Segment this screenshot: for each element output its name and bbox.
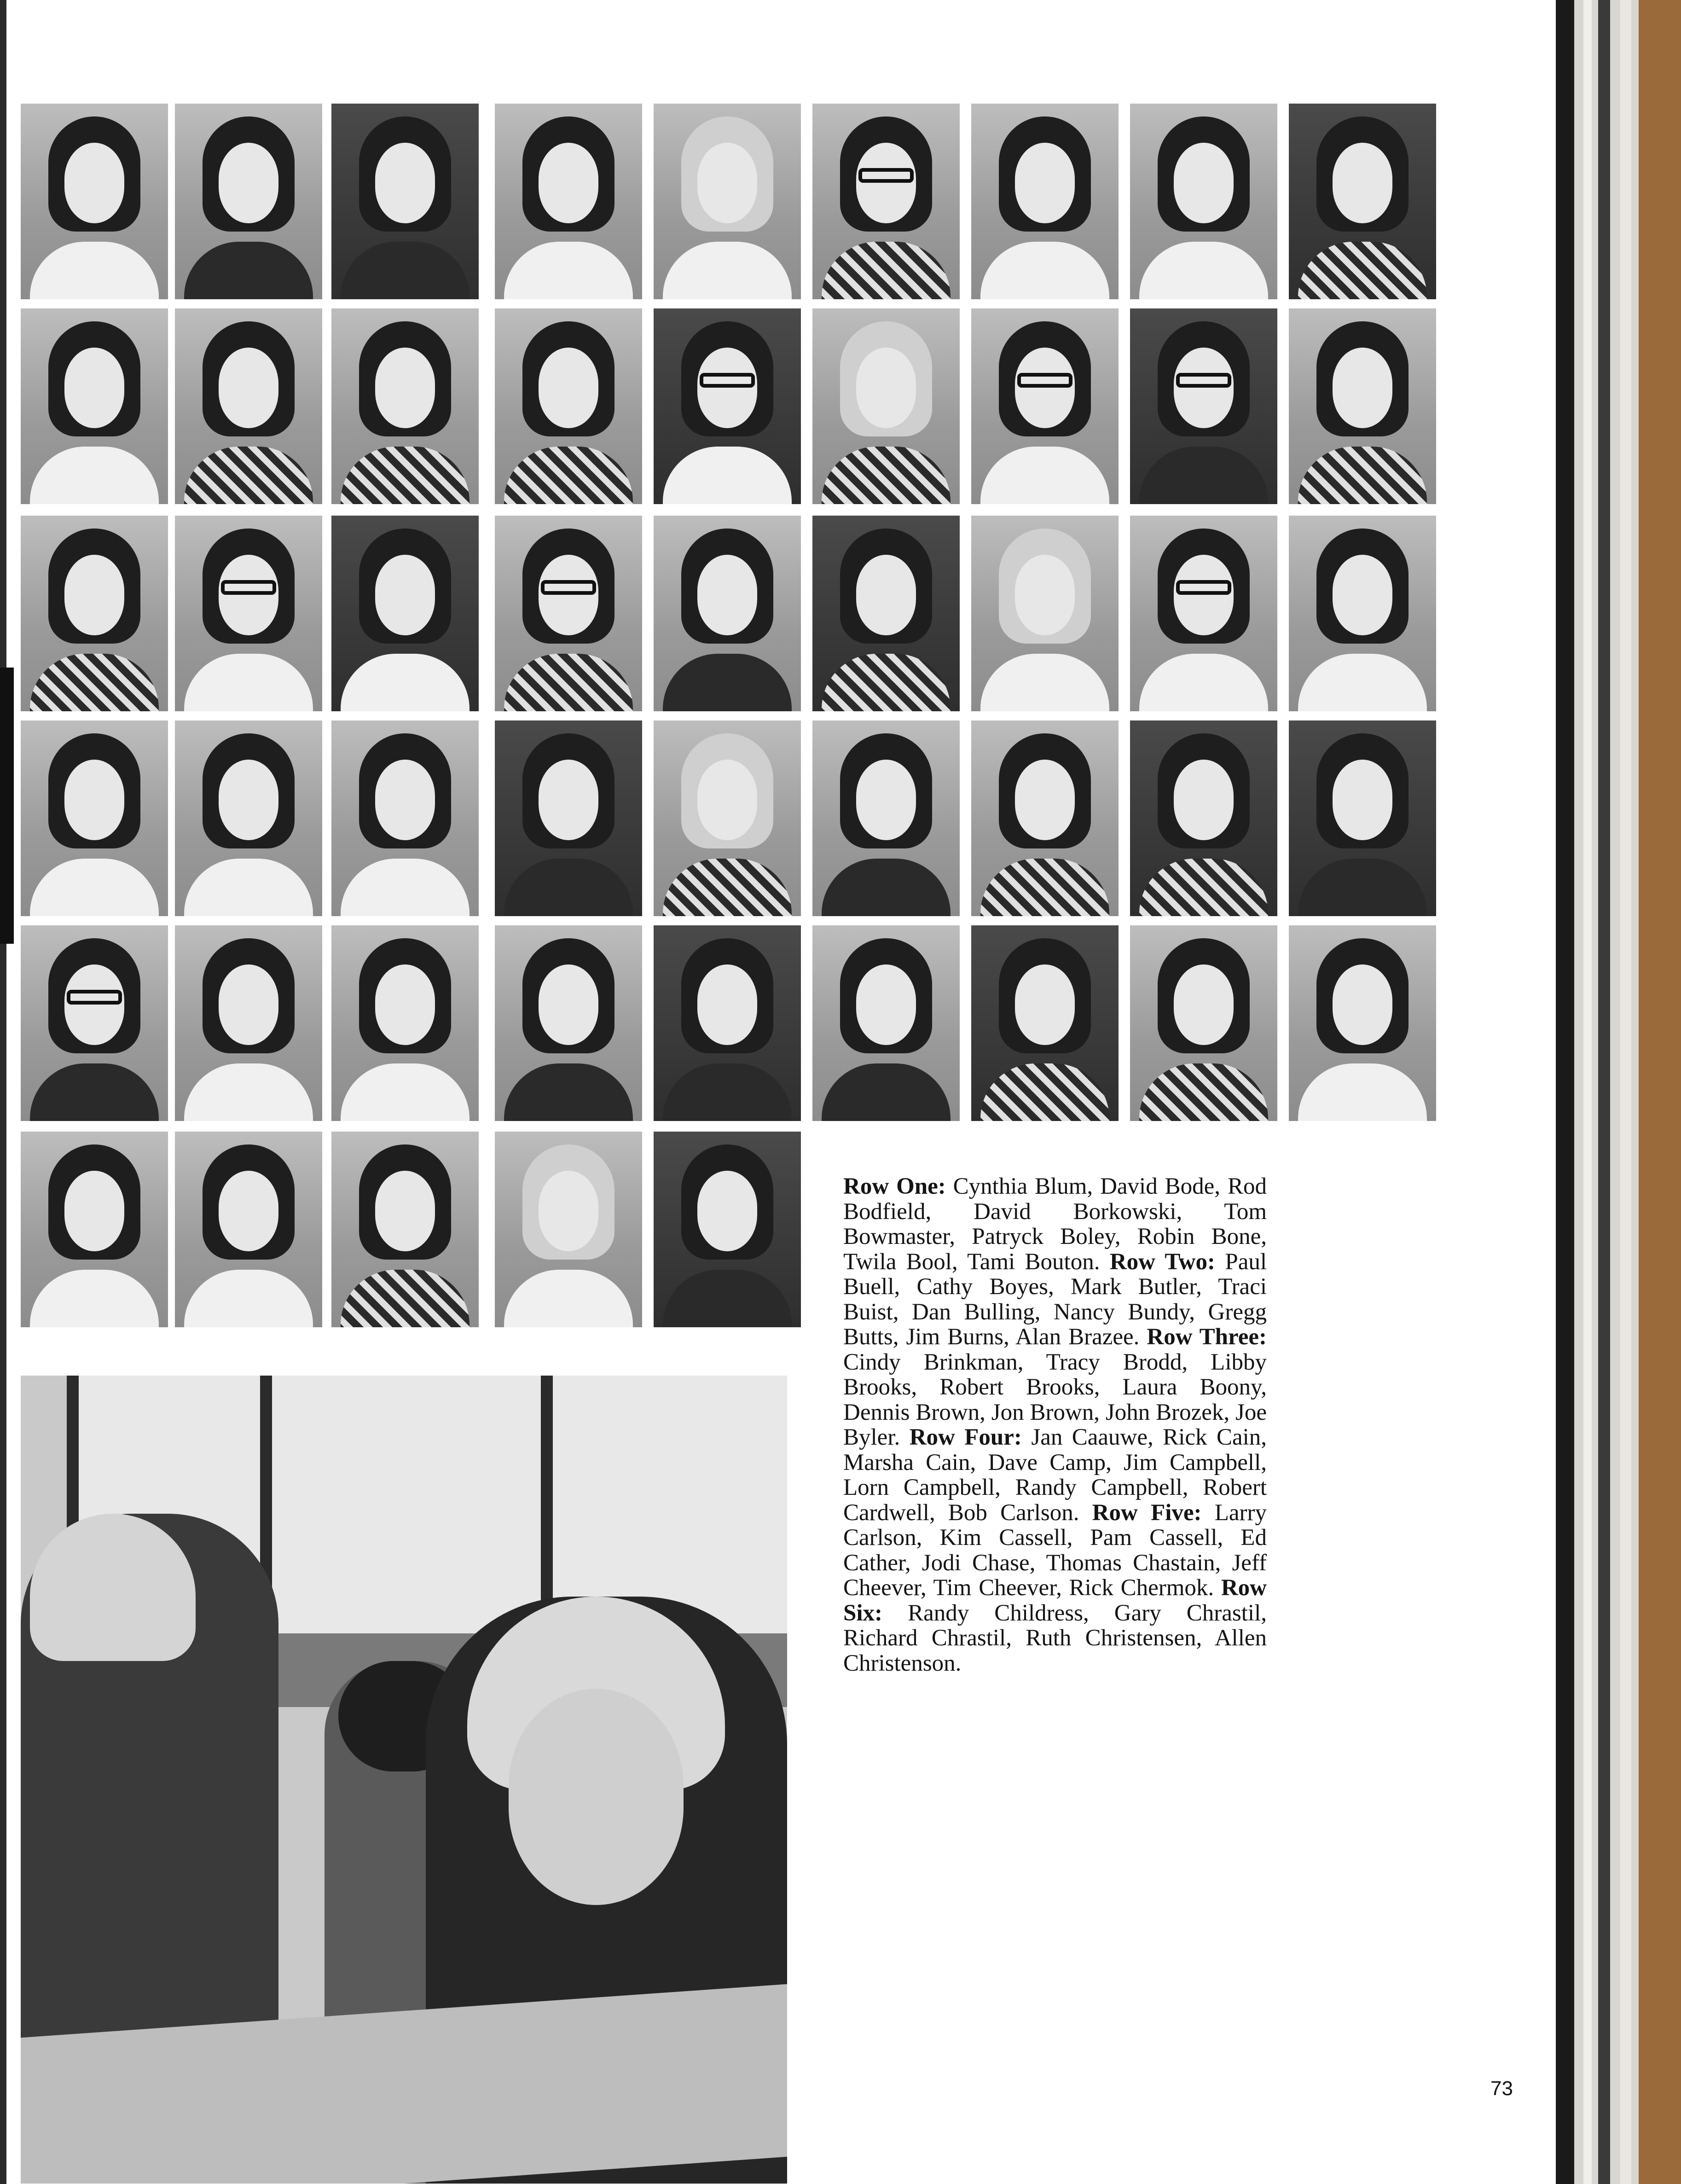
portrait-photo [331,1132,479,1327]
page-left-edge [0,0,6,2184]
portrait-photo [654,516,801,711]
portrait-photo [495,1132,642,1327]
portrait-photo [495,925,642,1121]
portrait-photo [495,720,642,916]
portrait-photo [1130,308,1277,504]
portrait-photo [175,720,322,916]
row-names: Cynthia Blum, David Bode, Rod Bodfield, David Borkowski, Tom Bowmaster, Patryck Boley, Robin Bone, Twila Bool, Tami Bouton. [843,1173,1267,1275]
portrait-photo [21,104,168,299]
portrait-photo [495,104,642,299]
book-spine [1556,0,1681,2184]
portrait-photo [971,925,1119,1121]
portrait-photo [175,516,322,711]
classroom-candid-photo [21,1376,787,2184]
portrait-photo [331,516,479,711]
portrait-photo [1289,104,1436,299]
portrait-photo [1289,720,1436,916]
portrait-photo [1130,104,1277,299]
portrait-photo [21,516,168,711]
portrait-photo [21,308,168,504]
row-names: Jan Caauwe, Rick Cain, Marsha Cain, Dave Camp, Jim Campbell, Lorn Campbell, Randy Campbell, Robert Cardwell, Bob Carlson. [843,1424,1267,1526]
portrait-photo [812,308,960,504]
portrait-photo [331,925,479,1121]
binding-shadow [0,668,14,944]
row-names: Cindy Brinkman, Tracy Brodd, Libby Brooks, Robert Brooks, Laura Boony, Dennis Brown, Jon Brown, John Brozek, Joe Byler. [843,1349,1267,1450]
portrait-photo [175,104,322,299]
portrait-photo [1289,925,1436,1121]
row-label: Row Three: [1147,1324,1267,1350]
page-number: 73 [1490,2077,1513,2100]
portrait-photo [21,720,168,916]
portrait-photo [654,1132,801,1327]
row-label: Row Five: [1092,1499,1202,1526]
portrait-photo [812,720,960,916]
portrait-photo [654,925,801,1121]
row-label: Row Two: [1109,1249,1215,1275]
portrait-photo [812,516,960,711]
portrait-photo [812,104,960,299]
names-caption [843,1174,1267,1676]
portrait-photo [971,720,1119,916]
portrait-photo [654,104,801,299]
portrait-photo [175,925,322,1121]
portrait-photo [1130,925,1277,1121]
portrait-photo [812,925,960,1121]
row-names: Randy Childress, Gary Chrastil, Richard Chrastil, Ruth Christensen, Allen Christenson. [843,1600,1267,1676]
portrait-photo [331,308,479,504]
portrait-photo [1130,516,1277,711]
portrait-photo [654,720,801,916]
row-label: Row Four: [909,1424,1022,1450]
portrait-photo [175,308,322,504]
portrait-photo [971,516,1119,711]
portrait-photo [1289,516,1436,711]
portrait-photo [971,308,1119,504]
portrait-photo [175,1132,322,1327]
portrait-photo [1130,720,1277,916]
row-names: Larry Carlson, Kim Cassell, Pam Cassell, Ed Cather, Jodi Chase, Thomas Chastain, Jeff Cheever, Tim Cheever, Rick Chermok. [843,1499,1267,1601]
portrait-photo [331,104,479,299]
row-label: Row One: [843,1173,946,1199]
portrait-photo [971,104,1119,299]
portrait-photo [654,308,801,504]
portrait-photo [331,720,479,916]
portrait-photo [21,925,168,1121]
portrait-photo [495,516,642,711]
row-label: Row Six: [843,1575,1267,1626]
row-names: Paul Buell, Cathy Boyes, Mark Butler, Traci Buist, Dan Bulling, Nancy Bundy, Gregg Butts, Jim Burns, Alan Brazee. [843,1249,1267,1350]
portrait-photo [21,1132,168,1327]
portrait-photo [1289,308,1436,504]
portrait-photo [495,308,642,504]
